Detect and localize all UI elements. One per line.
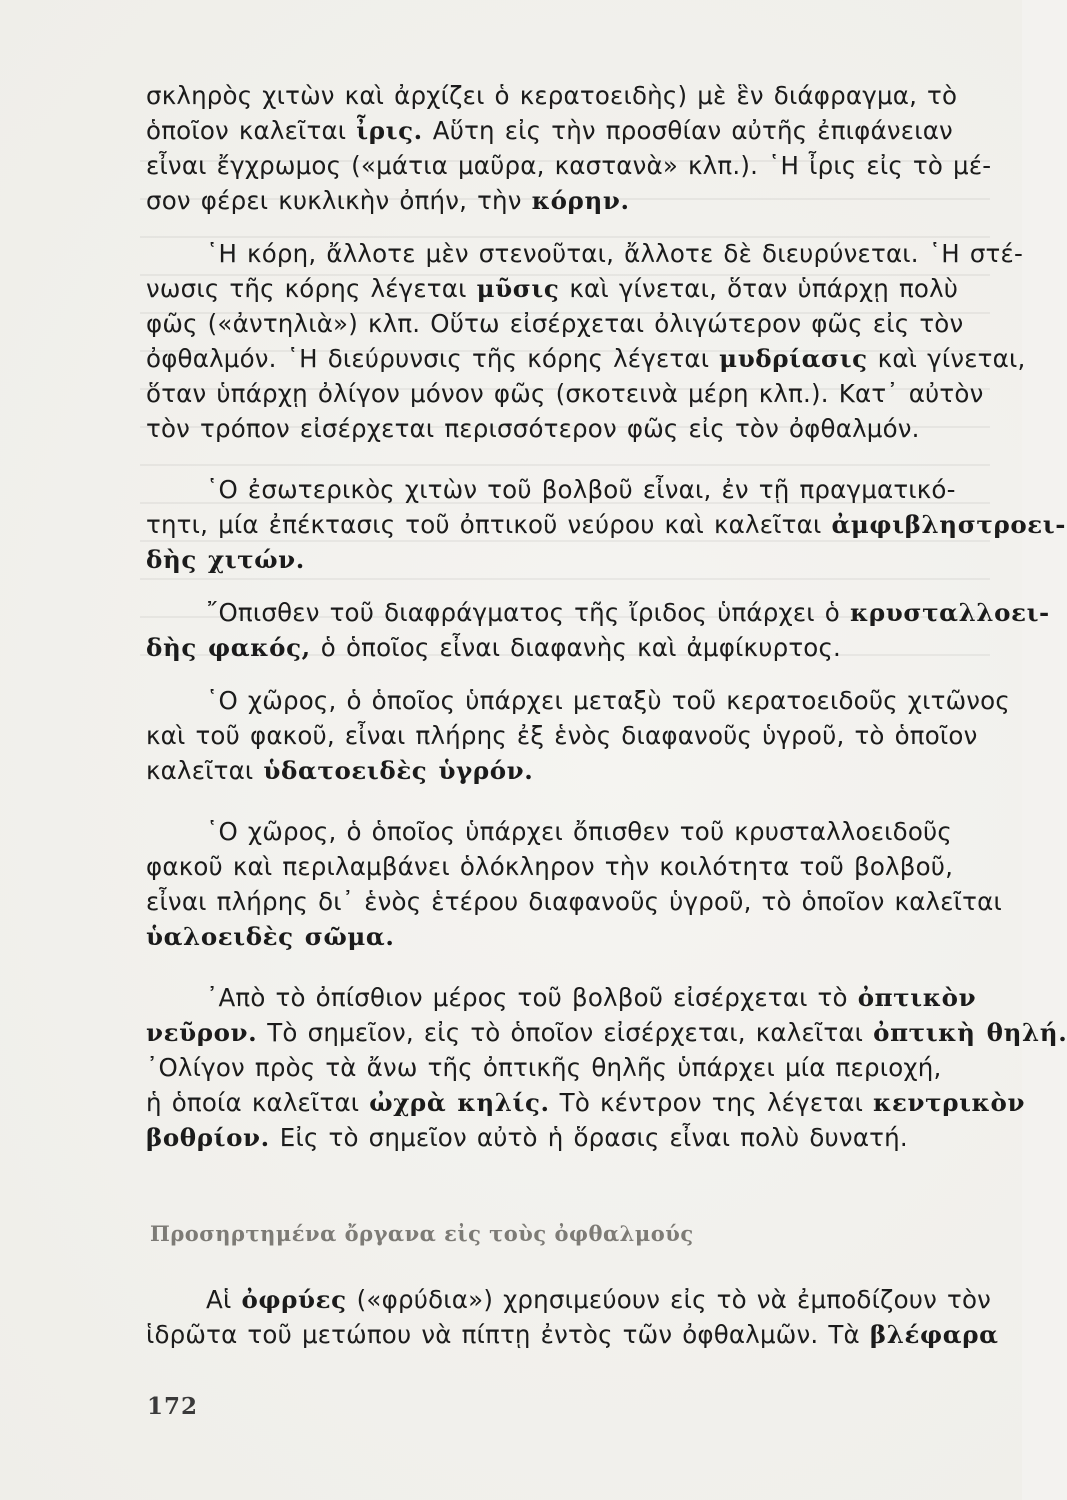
bold-term: βλέφαρα [869,1320,999,1349]
text-line [146,595,1050,630]
bold-term: ὑδατοειδὲς ὑγρόν. [263,756,534,785]
text-line [146,1050,1001,1085]
text-run: ὅταν ὑπάρχῃ ὀλίγον μόνον φῶς (σκοτεινὰ μέρη κλπ.). Κατ᾽ αὐτὸν [146,379,984,408]
text-line [146,183,1001,218]
text-line [146,411,1001,446]
bold-term: κόρην. [531,186,630,215]
text-line [146,980,1001,1015]
text-run: καὶ γίνεται, [867,344,1026,373]
bold-term: μῦσις [476,274,560,303]
bold-term: ὀπτικὴ θηλή. [873,1018,1067,1047]
text-run: φακοῦ καὶ περιλαμβάνει ὁλόκληρον τὴν κοιλότητα τοῦ βολβοῦ, [146,852,954,881]
text-run: εἶναι ἔγχρωμος («μάτια μαῦρα, καστανὰ» κλπ.). ῾Η ἶρις εἰς τὸ μέ- [146,151,992,180]
text-run: ῾Ο ἐσωτερικὸς χιτὼν τοῦ βολβοῦ εἶναι, ἐν τῇ πραγματικό- [206,475,956,504]
text-line [146,271,1001,306]
bold-term: δὴς χιτών. [146,545,305,574]
bold-term: κρυσταλλοει- [849,598,1050,627]
text-run: Αὕτη εἰς τὴν προσθίαν αὐτῆς ἐπιφάνειαν [422,116,953,145]
text-run: ἡ ὁποία καλεῖται [146,1088,370,1117]
text-run: τὸν τρόπον εἰσέρχεται περισσότερον φῶς εἰς τὸν ὀφθαλμόν. [146,414,920,443]
bold-term: ὀφρύες [241,1285,347,1314]
bold-term: νεῦρον. [146,1018,258,1047]
text-run: Εἰς τὸ σημεῖον αὐτὸ ἡ ὅρασις εἶναι πολὺ δυνατή. [269,1123,908,1152]
text-run: καλεῖται [146,756,264,785]
text-run: εἶναι πλήρης δι᾽ ἑνὸς ἑτέρου διαφανοῦς ὑγροῦ, τὸ ὁποῖον καλεῖται [146,887,1002,916]
bold-term: κεντρικὸν [873,1088,1026,1117]
text-line [146,814,1001,849]
text-run: ῾Ο χῶρος, ὁ ὁποῖος ὑπάρχει ὄπισθεν τοῦ κρυσταλλοειδοῦς [206,817,952,846]
bold-term: ἀμφιβληστροει- [831,510,1067,539]
text-run: Τὸ σημεῖον, εἰς τὸ ὁποῖον εἰσέρχεται, καλεῖται [257,1018,874,1047]
bold-term: ἶρις. [356,116,423,145]
text-line [146,236,1023,271]
text-run: σκληρὸς χιτὼν καὶ ἀρχίζει ὁ κερατοειδὴς) μὲ ἓν διάφραγμα, τὸ [146,81,958,110]
bold-term: ὀπτικὸν [857,983,977,1012]
text-run: Αἱ [206,1285,242,1314]
text-run: ὁ ὁποῖος εἶναι διαφανὴς καὶ ἀμφίκυρτος. [310,633,842,662]
text-line [146,507,1067,542]
bold-term: μυδρίασις [719,344,868,373]
text-line [146,849,1001,884]
text-run: ῾Η κόρη, ἄλλοτε μὲν στενοῦται, ἄλλοτε δὲ διευρύνεται. ῾Η στέ- [206,239,1023,268]
text-line [146,1317,1001,1352]
bold-term: δὴς φακός, [146,633,311,662]
text-line [146,148,1001,183]
body-text [146,78,1067,1155]
text-line [146,113,1001,148]
bold-term: ὑαλοειδὲς σῶμα. [146,922,395,951]
text-run: καὶ τοῦ φακοῦ, εἶναι πλήρης ἐξ ἑνὸς διαφανοῦς ὑγροῦ, τὸ ὁποῖον [146,721,978,750]
text-line [146,753,1001,788]
text-line [146,306,1001,341]
text-run: φῶς («ἀντηλιὰ») κλπ. Οὕτω εἰσέρχεται ὀλιγώτερον φῶς εἰς τὸν [146,309,964,338]
text-line [146,884,1001,919]
text-run: ῾Ο χῶρος, ὁ ὁποῖος ὑπάρχει μεταξὺ τοῦ κερατοειδοῦς χιτῶνος [206,686,1010,715]
text-line [146,542,1001,577]
text-run: («φρύδια») χρησιμεύουν εἰς τὸ νὰ ἐμποδίζουν τὸν [346,1285,992,1314]
text-line [146,341,1026,376]
text-run: ῎Οπισθεν τοῦ διαφράγματος τῆς ἴριδος ὑπάρχει ὁ [206,598,850,627]
text-line [146,78,1001,113]
text-run: σον φέρει κυκλικὴν ὀπήν, τὴν [146,186,532,215]
text-line [146,919,1001,954]
text-line [146,683,1010,718]
text-line [146,1085,1026,1120]
bold-term: ὠχρὰ κηλίς. [369,1088,550,1117]
text-run: Τὸ κέντρον της λέγεται [549,1088,874,1117]
text-line [146,376,1001,411]
text-line [146,1120,1001,1155]
text-run: ᾽Απὸ τὸ ὀπίσθιον μέρος τοῦ βολβοῦ εἰσέρχεται τὸ [206,983,858,1012]
page-number: 172 [147,1393,199,1420]
body-text-continued [146,1282,1001,1352]
text-run: νωσις τῆς κόρης λέγεται [146,274,477,303]
text-line [146,718,1001,753]
text-run: τητι, μία ἐπέκτασις τοῦ ὀπτικοῦ νεύρου καὶ καλεῖται [146,510,832,539]
text-line [146,630,1001,665]
text-line [146,1015,1067,1050]
text-line [146,472,1001,507]
text-run: ἱδρῶτα τοῦ μετώπου νὰ πίπτῃ ἐντὸς τῶν ὀφθαλμῶν. Τὰ [146,1320,870,1349]
text-run: ὀφθαλμόν. ῾Η διεύρυνσις τῆς κόρης λέγεται [146,344,720,373]
text-line [146,1282,1001,1317]
bold-term: βοθρίον. [146,1123,270,1152]
text-run: ὁποῖον καλεῖται [146,116,357,145]
text-run: ᾽Ολίγον πρὸς τὰ ἄνω τῆς ὀπτικῆς θηλῆς ὑπάρχει μία περιοχή, [146,1053,942,1082]
text-run: καὶ γίνεται, ὅταν ὑπάρχῃ πολὺ [559,274,959,303]
section-heading: Προσηρτημένα ὄργανα εἰς τοὺς ὀφθαλμούς [150,1221,694,1246]
